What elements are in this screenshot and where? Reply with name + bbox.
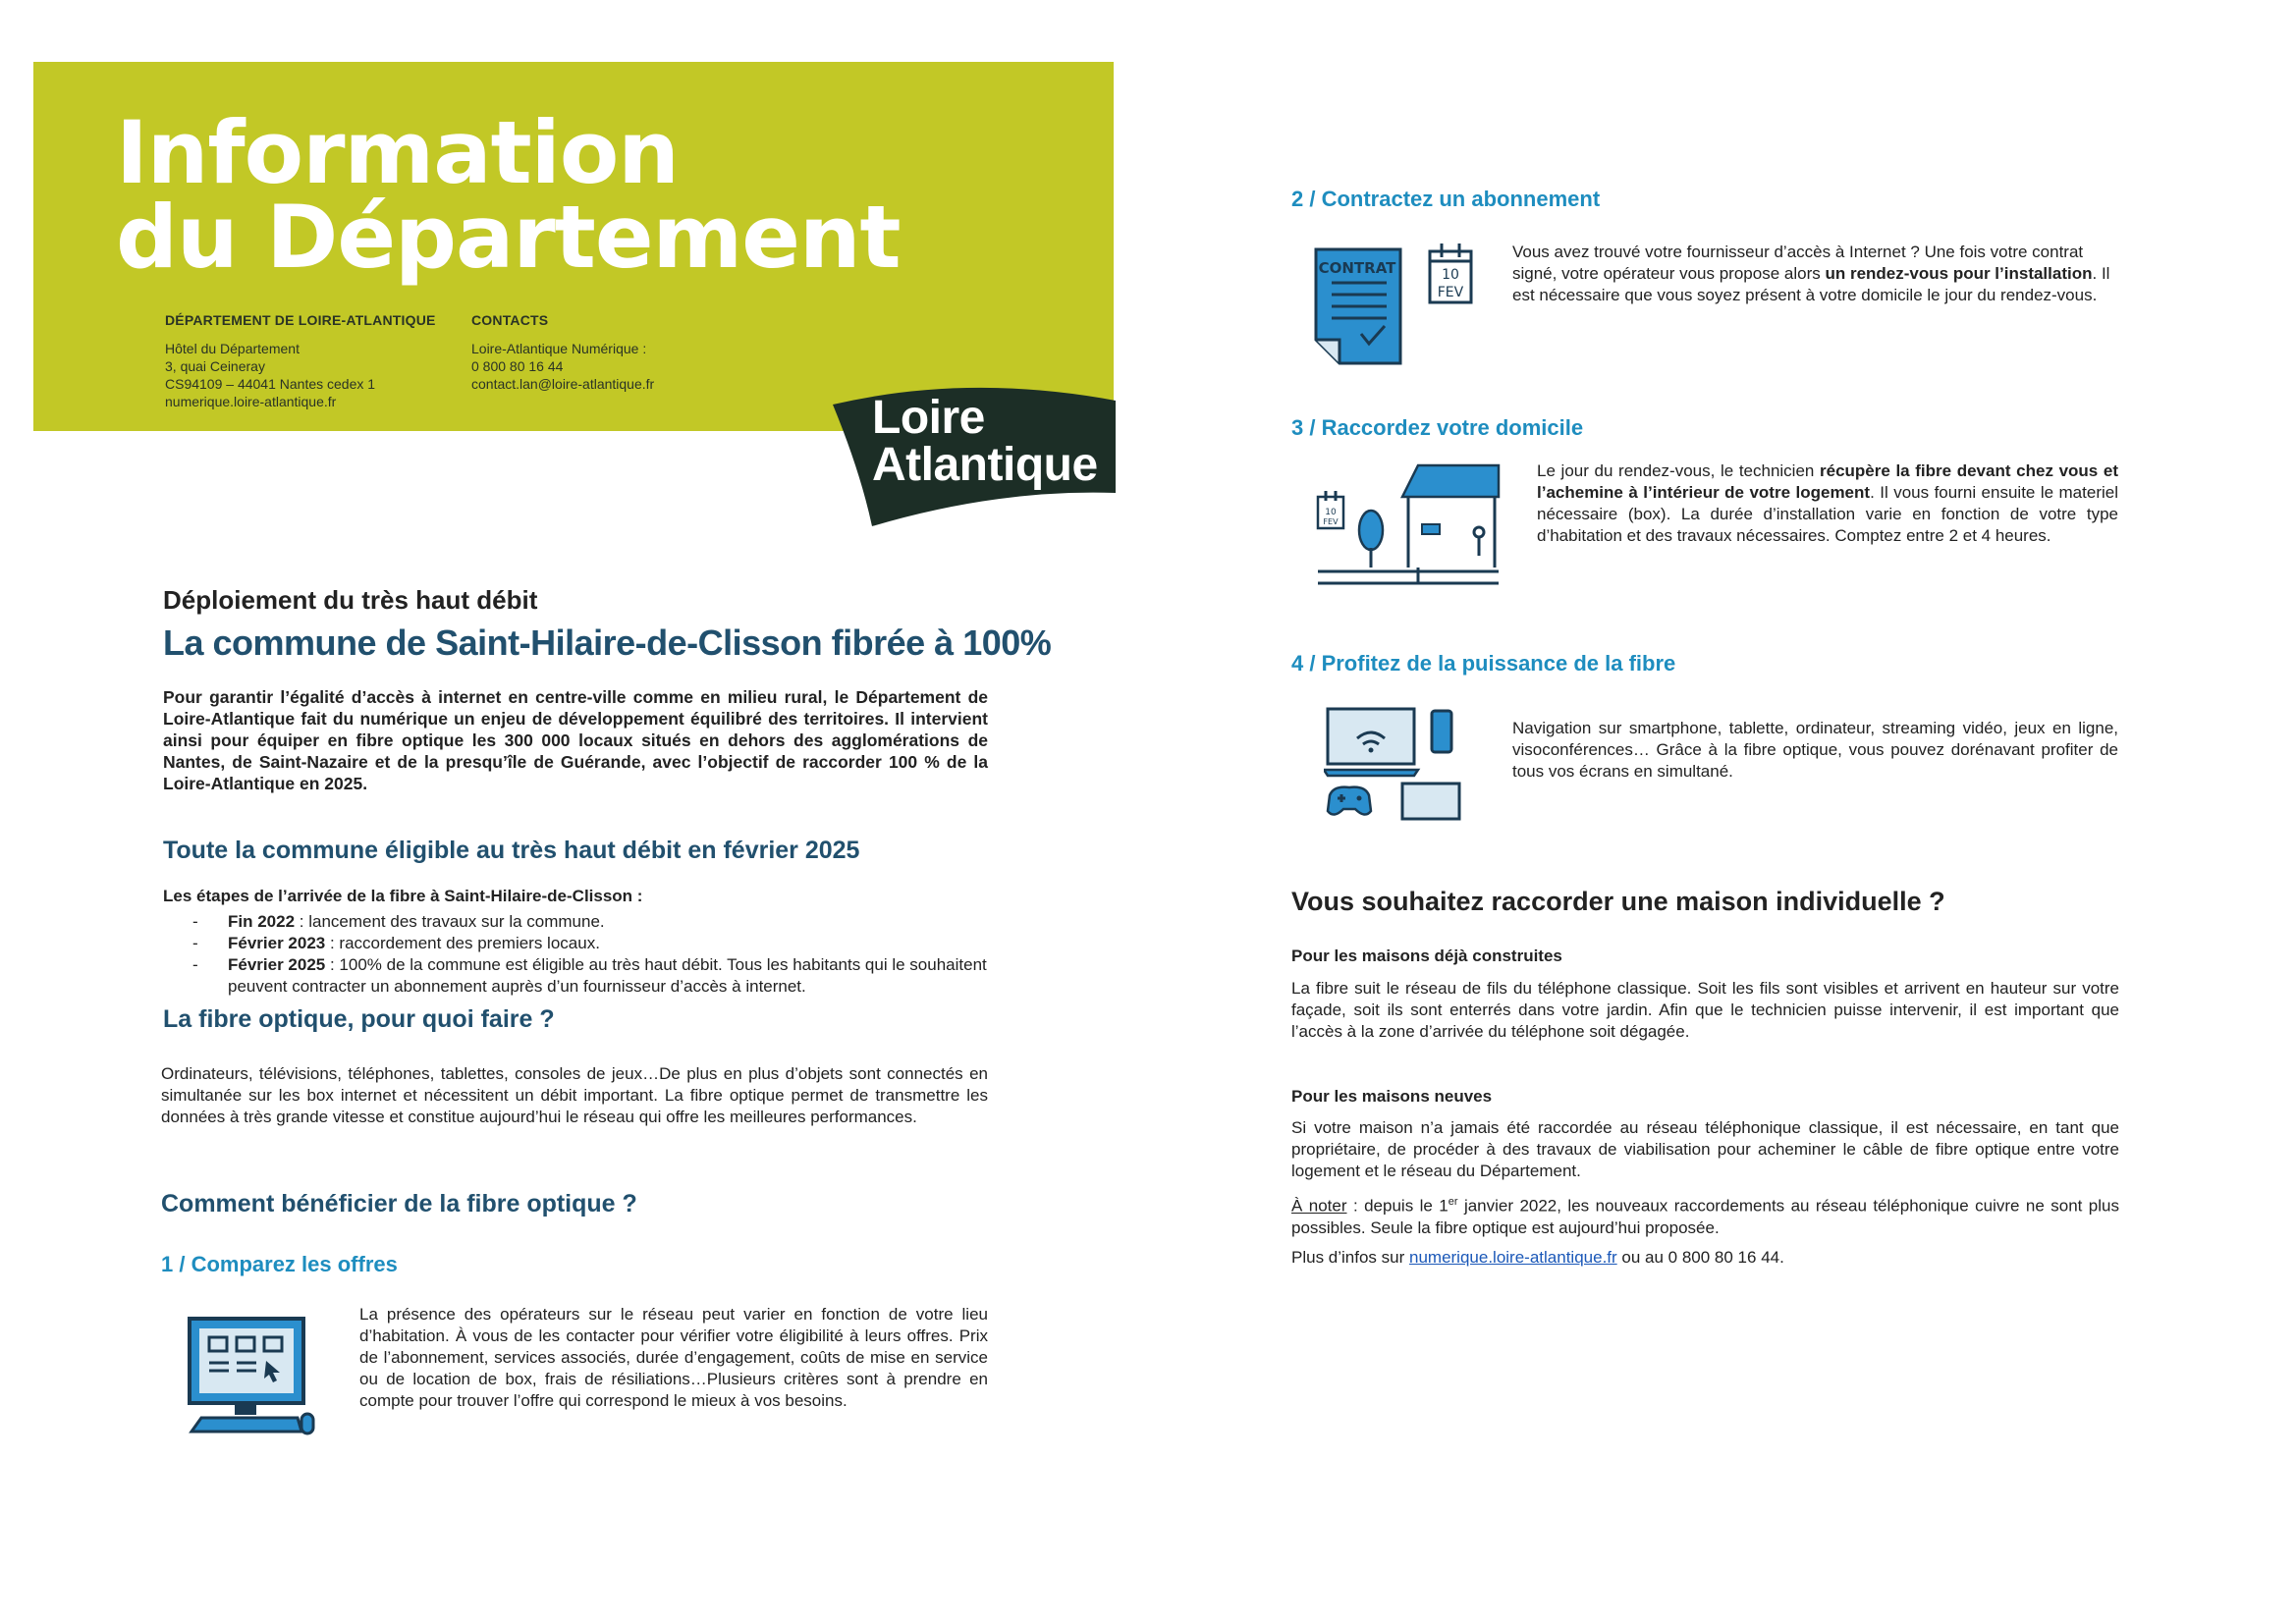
step3-paragraph: Le jour du rendez-vous, le technicien récupère la fibre devant chez vous et l’achemine à l’intérieur de votre logement. Il vous fourni ensuite le materiel nécessaire (box). La durée d’installation varie en fonction de votre type d’habitation et des travaux nécessaires. Comptez entre 2 et 4 heures.	[1537, 461, 2118, 545]
new-paragraph: Si votre maison n’a jamais été raccordée au réseau téléphonique classique, il est nécessaire, en tant que propriétaire, de procéder à des travaux de viabilisation pour acheminer le câble de fibre optique entre votre logement et le réseau du Département.	[1291, 1118, 2119, 1180]
intro-paragraph: Pour garantir l’égalité d’accès à internet en centre-ville comme en milieu rural, le Département de Loire-Atlantique fait du numérique un enjeu de développement équilibré des territoires. Il intervient ainsi pour équiper en fibre optique les 300 000 locaux situés en dehors des agglomérations de Nantes, de Saint-Nazaire et de la presqu’île de Guérande, avec l’objectif de raccorder 100 % de la Loire-Atlantique en 2025.	[163, 687, 988, 793]
contact-email[interactable]: contact.lan@loire-atlantique.fr	[471, 376, 655, 392]
banner-title-line2: du Département	[116, 187, 901, 288]
eligible-heading: Toute la commune éligible au très haut débit en février 2025	[163, 837, 860, 864]
devices-icon	[1324, 705, 1471, 821]
main-headline: La commune de Saint-Hilaire-de-Clisson fibrée à 100%	[163, 622, 1052, 663]
dept-line: CS94109 – 44041 Nantes cedex 1	[165, 376, 376, 392]
contract-icon-label: CONTRAT	[1318, 259, 1396, 277]
how-heading: Comment bénéficier de la fibre optique ?	[161, 1190, 637, 1217]
calendar-day: 10	[1442, 267, 1459, 283]
dept-address	[165, 340, 375, 410]
built-paragraph: La fibre suit le réseau de fils du téléphone classique. Soit les fils sont visibles et arrivent en hauteur sur votre façade, soit ils sont enterrés dans votre jardin. Afin que le technicien puisse intervenir, il est important que l’accès à la zone d’arrivée du téléphone soit dégagée.	[1291, 979, 2119, 1041]
contract-icon	[1312, 240, 1479, 367]
logo-text-line2: Atlantique	[872, 439, 1098, 491]
new-heading: Pour les maisons neuves	[1291, 1087, 1493, 1106]
house-heading: Vous souhaitez raccorder une maison individuelle ?	[1291, 887, 1945, 916]
note-paragraph: À noter : depuis le 1er janvier 2022, les nouveaux raccordements au réseau téléphonique cuivre ne sont plus possibles. Seule la fibre optique est aujourd’hui proposée.	[1291, 1196, 2119, 1237]
list-item: - Février 2025 : 100% de la commune est éligible au très haut débit. Tous les habitants qui le souhaitent peuvent contracter un abonnement auprès d’un fournisseur d’accès à internet.	[192, 955, 987, 996]
dept-website[interactable]: numerique.loire-atlantique.fr	[165, 394, 337, 409]
step2-heading: 2 / Contractez un abonnement	[1291, 187, 1601, 211]
steps-intro: Les étapes de l’arrivée de la fibre à Saint-Hilaire-de-Clisson :	[163, 887, 643, 905]
list-item: - Février 2023 : raccordement des premiers locaux.	[192, 934, 600, 952]
why-paragraph: Ordinateurs, télévisions, téléphones, tablettes, consoles de jeux…De plus en plus d’objets sont connectés en simultanée sur les box internet et nécessitent un débit important. La fibre optique permet de transmettre les données à très grande vitesse et constitue aujourd’hui le réseau qui offre les meilleures performances.	[161, 1064, 988, 1126]
list-item: - Fin 2022 : lancement des travaux sur la commune.	[192, 912, 605, 931]
section-subtitle: Déploiement du très haut débit	[163, 585, 538, 615]
contact-line: Loire-Atlantique Numérique :	[471, 341, 647, 356]
timeline-list	[163, 911, 988, 998]
step2-paragraph: Vous avez trouvé votre fournisseur d’accès à Internet ? Une fois votre contrat signé, votre opérateur vous propose alors un rendez-vous pour l’installation. Il est nécessaire que vous soyez présent à votre domicile le jour du rendez-vous.	[1512, 243, 2110, 304]
contact-phone[interactable]: 0 800 80 16 44	[471, 358, 564, 374]
dept-line: 3, quai Ceineray	[165, 358, 265, 374]
banner-title-line1: Information	[116, 102, 679, 203]
dept-heading: DÉPARTEMENT DE LOIRE-ATLANTIQUE	[165, 312, 436, 328]
step4-heading: 4 / Profitez de la puissance de la fibre	[1291, 651, 1676, 676]
why-heading: La fibre optique, pour quoi faire ?	[163, 1005, 555, 1033]
computer-icon	[182, 1316, 319, 1437]
contacts-block	[471, 340, 654, 393]
calendar-month: FEV	[1323, 517, 1339, 526]
step1-paragraph: La présence des opérateurs sur le réseau peut varier en fonction de votre lieu d’habitation. À vous de les contacter pour vérifier votre éligibilité à leurs offres. Prix de l’abonnement, services associés, durée d’engagement, coûts de mise en service ou de location de box, frais de résiliations…Plusieurs critères sont à prendre en compte pour trouver l’offre qui correspond le mieux à vos besoins.	[359, 1305, 988, 1410]
step3-heading: 3 / Raccordez votre domicile	[1291, 415, 1584, 440]
house-connection-icon	[1314, 461, 1503, 601]
built-heading: Pour les maisons déjà construites	[1291, 947, 1562, 965]
step4-paragraph: Navigation sur smartphone, tablette, ordinateur, streaming vidéo, jeux en ligne, visoconférences… Grâce à la fibre optique, vous pouvez dorénavant profiter de tous vos écrans en simultané.	[1512, 719, 2118, 781]
dept-line: Hôtel du Département	[165, 341, 300, 356]
more-info: Plus d’infos sur numerique.loire-atlantique.fr ou au 0 800 80 16 44.	[1291, 1248, 1784, 1267]
website-link[interactable]: numerique.loire-atlantique.fr	[1409, 1248, 1617, 1267]
step1-heading: 1 / Comparez les offres	[161, 1252, 398, 1276]
contacts-heading: CONTACTS	[471, 312, 549, 328]
logo-text-line1: Loire	[872, 392, 985, 444]
calendar-day: 10	[1325, 508, 1337, 517]
calendar-month: FEV	[1437, 285, 1464, 300]
